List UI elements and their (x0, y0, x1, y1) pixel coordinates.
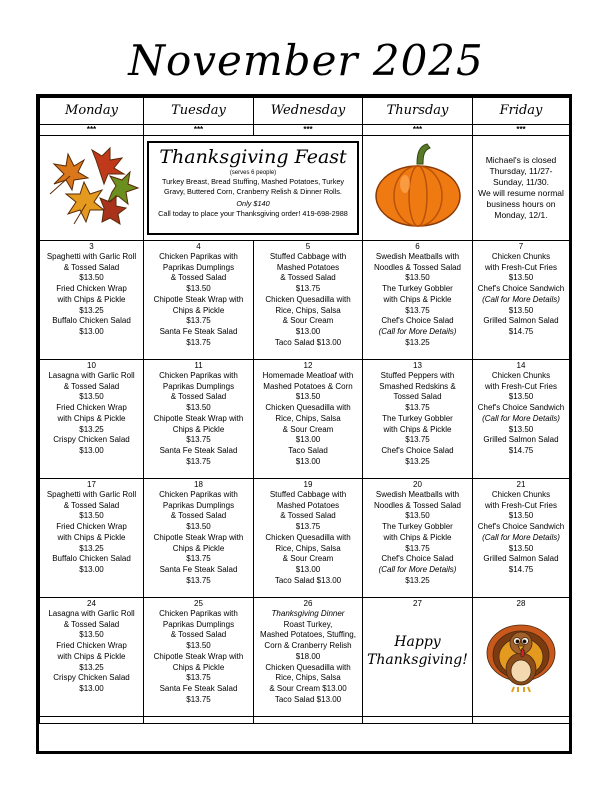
menu-line: Chicken Chunks (491, 252, 551, 261)
menu-line: Crispy Chicken Salad (53, 435, 130, 445)
menu-line: Chipotle Steak Wrap with (153, 413, 244, 423)
menu-line: & Tossed Salad (63, 381, 120, 391)
day-number: 27 (413, 599, 422, 608)
day-number: 7 (518, 242, 524, 251)
menu-line: Lasagna with Garlic Roll (48, 609, 135, 618)
menu-line: Mashed Potatoes (276, 262, 340, 272)
menu-line: Chef's Choice Salad (381, 316, 454, 326)
menu-line: Rice, Chips, Salsa (275, 543, 341, 553)
menu-line: Chicken Quesadilla with (265, 294, 351, 304)
autumn-leaves-icon (44, 146, 140, 226)
pumpkin-icon (373, 142, 463, 230)
day-cell (40, 241, 144, 360)
week-row (40, 241, 570, 360)
menu-line: $13.00 (295, 435, 321, 445)
menu-line: $13.75 (186, 694, 211, 704)
week-row (40, 598, 570, 717)
menu-line: Paprikas Dumplings (162, 262, 235, 272)
menu-line: $13.75 (186, 575, 211, 585)
menu-line: Chef's Choice Salad (381, 554, 454, 564)
menu-line: Swedish Meatballs with (375, 490, 460, 499)
menu-line: Grilled Salmon Salad (483, 316, 559, 326)
menu-line: Chicken Paprikas with (159, 252, 238, 261)
day-number: 3 (89, 242, 94, 251)
menu-line: Chicken Paprikas with (159, 609, 238, 618)
menu-line: $13.50 (186, 641, 211, 651)
footer-cell (363, 717, 473, 724)
day-number: 6 (415, 242, 420, 251)
day-number: 4 (196, 242, 201, 251)
menu-line: with Chips & Pickle (383, 532, 452, 542)
menu-line: $13.50 (186, 284, 211, 294)
menu-line: & Tossed Salad (170, 392, 227, 402)
menu-line: Chicken Paprikas with (159, 371, 238, 380)
menu-line: Chipotle Steak Wrap with (153, 532, 244, 542)
day-number: 21 (516, 480, 526, 489)
week-row (40, 360, 570, 479)
menu-line: Thanksgiving Dinner (271, 609, 345, 618)
menu-line: $13.50 (295, 392, 321, 402)
footer-cell (254, 717, 363, 724)
pumpkin-cell (363, 136, 473, 241)
feast-title: Thanksgiving Feast (159, 146, 347, 168)
menu-line: $13.75 (295, 522, 321, 532)
closed-note-line: Sunday, 11/30. (493, 177, 549, 187)
menu-line: Chipotle Steak Wrap with (153, 651, 244, 661)
menu-line: $13.25 (405, 575, 430, 585)
day-cell (363, 241, 473, 360)
week-row (40, 479, 570, 598)
day-number: 24 (87, 599, 96, 608)
weekday-friday: Friday (473, 98, 570, 125)
day-number: 13 (413, 361, 422, 370)
closed-note-line: Thursday, 11/27- (489, 166, 553, 176)
menu-line: with Chips & Pickle (57, 532, 126, 542)
closed-note-line: Michael's is closed (485, 155, 557, 165)
menu-line: (Call for More Details) (482, 532, 560, 542)
menu-line: with Chips & Pickle (383, 294, 452, 304)
menu-line: Chef's Choice Sandwich (477, 522, 565, 532)
menu-line: & Tossed Salad (280, 273, 336, 283)
menu-line: Santa Fe Steak Salad (159, 564, 238, 574)
thanksgiving-feast-cell (144, 136, 363, 241)
menu-line: $13.00 (79, 445, 104, 455)
menu-line: Mashed Potatoes, Stuffing, (260, 630, 356, 640)
menu-line: $13.75 (186, 337, 211, 347)
day-cell (254, 241, 363, 360)
menu-line: Chips & Pickle (172, 662, 225, 672)
happy-thanksgiving-text (363, 633, 472, 669)
menu-line: $13.00 (295, 456, 321, 466)
weekday-tuesday: Tuesday (144, 98, 254, 125)
menu-line: $13.50 (79, 273, 104, 283)
menu-line: $13.50 (79, 392, 104, 402)
menu-line: (Call for More Details) (378, 564, 457, 574)
menu-line: $13.75 (186, 456, 211, 466)
menu-line: $14.75 (508, 326, 534, 336)
menu-line: Spaghetti with Garlic Roll (46, 252, 137, 261)
menu-line: with Chips & Pickle (57, 294, 126, 304)
day-cell (40, 479, 144, 598)
menu-line: $13.75 (405, 403, 430, 413)
menu-line: & Sour Cream $13.00 (269, 683, 347, 693)
day-number: 11 (194, 361, 203, 370)
calendar-table (39, 97, 570, 724)
menu-line: $13.75 (186, 554, 211, 564)
day-cell (363, 598, 473, 717)
stars-row (40, 125, 570, 136)
day-number: 19 (303, 480, 313, 489)
day-cell (254, 360, 363, 479)
menu-line: Chef's Choice Sandwich (477, 403, 565, 413)
day-number: 14 (516, 361, 526, 370)
menu-line: The Turkey Gobbler (382, 413, 453, 423)
menu-line: Paprikas Dumplings (162, 381, 235, 391)
menu-line: $13.75 (405, 305, 430, 315)
menu-line: Homemade Meatloaf with (262, 371, 354, 380)
menu-line: $13.50 (508, 424, 534, 434)
menu-line: Tossed Salad (393, 392, 442, 402)
menu-line: $13.50 (508, 305, 534, 315)
weekday-header-row (40, 98, 570, 125)
stars-mon: *** (40, 125, 144, 136)
menu-line: $13.50 (405, 273, 430, 283)
menu-line: Rice, Chips, Salsa (275, 305, 341, 315)
menu-line: $13.50 (508, 511, 534, 521)
menu-line: The Turkey Gobbler (382, 284, 453, 294)
menu-line: $13.25 (79, 662, 104, 672)
menu-line: The Turkey Gobbler (382, 522, 453, 532)
menu-line: & Tossed Salad (170, 273, 227, 283)
menu-line: Paprikas Dumplings (162, 619, 235, 629)
closed-note-line: business hours on (486, 199, 556, 209)
happy-line: Thanksgiving! (367, 652, 468, 668)
feature-row (40, 136, 570, 241)
menu-line: & Tossed Salad (280, 511, 336, 521)
menu-line: Fried Chicken Wrap (56, 403, 127, 413)
menu-line: (Call for More Details) (482, 413, 560, 423)
menu-line: & Tossed Salad (170, 630, 227, 640)
day-cell (254, 598, 363, 717)
day-number: 10 (87, 361, 96, 370)
menu-line: Chef's Choice Sandwich (477, 284, 565, 294)
menu-line: Fried Chicken Wrap (56, 641, 127, 651)
feast-menu: Turkey Breast, Bread Stuffing, Mashed Potatoes, Turkey Gravy, Buttered Corn, Cranberry Relish & Dinner Rolls. (161, 177, 345, 196)
menu-line: Rice, Chips, Salsa (275, 413, 341, 423)
menu-line: (Call for More Details) (378, 326, 457, 336)
menu-line: Fried Chicken Wrap (56, 522, 127, 532)
turkey-illustration (473, 615, 569, 697)
menu-line: with Fresh-Cut Fries (484, 262, 557, 272)
menu-line: Buffalo Chicken Salad (52, 316, 131, 326)
menu-line: $13.50 (186, 403, 211, 413)
closed-note-line: We will resume normal (478, 188, 564, 198)
menu-line: $13.25 (79, 305, 104, 315)
day-number: 5 (305, 242, 311, 251)
menu-line: Swedish Meatballs with (375, 252, 460, 261)
day-cell (40, 598, 144, 717)
menu-line: & Sour Cream (282, 316, 334, 326)
day-cell (254, 479, 363, 598)
day-number: 20 (413, 480, 422, 489)
menu-line: Noodles & Tossed Salad (373, 500, 462, 510)
menu-line: Santa Fe Steak Salad (159, 326, 238, 336)
day-cell (363, 479, 473, 598)
day-cell (144, 360, 254, 479)
menu-line: $13.50 (508, 273, 534, 283)
footer-cell (473, 717, 570, 724)
menu-line: $13.00 (295, 564, 321, 574)
menu-line: $13.25 (79, 543, 104, 553)
menu-line: $13.00 (79, 683, 104, 693)
day-cell (144, 598, 254, 717)
day-cell (473, 598, 570, 717)
day-number: 26 (303, 599, 313, 608)
menu-line: $13.75 (405, 543, 430, 553)
menu-line: & Sour Cream (282, 424, 334, 434)
menu-line: Mashed Potatoes & Corn (263, 381, 353, 391)
menu-line: Stuffed Peppers with (380, 371, 455, 380)
menu-line: Stuffed Cabbage with (269, 252, 347, 261)
menu-line: $13.75 (405, 435, 430, 445)
stars-wed: *** (254, 125, 363, 136)
menu-line: Chips & Pickle (172, 543, 225, 553)
menu-line: Taco Salad $13.00 (274, 694, 342, 704)
menu-line: $13.25 (405, 456, 430, 466)
menu-line: Chicken Paprikas with (159, 490, 238, 499)
menu-line: Santa Fe Steak Salad (159, 683, 238, 693)
happy-line: Happy (394, 634, 441, 650)
menu-line: Stuffed Cabbage with (269, 490, 347, 499)
day-cell (473, 360, 570, 479)
menu-line: & Tossed Salad (63, 500, 120, 510)
menu-line: with Chips & Pickle (57, 651, 126, 661)
menu-line: with Chips & Pickle (383, 424, 452, 434)
menu-line: Noodles & Tossed Salad (373, 262, 462, 272)
weekday-monday: Monday (40, 98, 144, 125)
day-number: 12 (303, 361, 313, 370)
menu-line: $13.00 (79, 326, 104, 336)
menu-line: Chipotle Steak Wrap with (153, 294, 244, 304)
day-number: 18 (194, 480, 203, 489)
day-cell (473, 241, 570, 360)
menu-line: Chef's Choice Salad (381, 445, 454, 455)
menu-line: Crispy Chicken Salad (53, 673, 130, 683)
menu-line: $14.75 (508, 445, 534, 455)
weeks-body (40, 241, 570, 717)
menu-line: & Tossed Salad (63, 262, 120, 272)
menu-line: Grilled Salmon Salad (483, 554, 559, 564)
menu-line: Chicken Chunks (491, 371, 551, 380)
menu-line: $13.50 (508, 543, 534, 553)
menu-line: Santa Fe Steak Salad (159, 445, 238, 455)
menu-line: $13.50 (508, 392, 534, 402)
day-cell (473, 479, 570, 598)
menu-line: $13.75 (186, 673, 211, 683)
day-number: 25 (194, 599, 203, 608)
menu-line: with Fresh-Cut Fries (484, 381, 557, 391)
menu-line: Fried Chicken Wrap (56, 284, 127, 294)
day-cell (40, 360, 144, 479)
day-number: 28 (516, 599, 526, 608)
menu-line: $13.50 (79, 630, 104, 640)
menu-line: & Tossed Salad (63, 619, 120, 629)
day-cell (144, 241, 254, 360)
calendar (36, 94, 572, 754)
feast-call: Call today to place your Thanksgiving order! 419-698-2988 (158, 209, 348, 218)
closed-note-line: Monday, 12/1. (494, 210, 548, 220)
menu-line: Chips & Pickle (172, 305, 225, 315)
menu-line: Taco Salad $13.00 (274, 575, 342, 585)
stars-fri: *** (473, 125, 570, 136)
page-title: November 2025 (128, 36, 484, 85)
feast-serves: (serves 6 people) (229, 170, 277, 176)
menu-line: Corn & Cranberry Relish (264, 641, 352, 651)
stars-tue: *** (144, 125, 254, 136)
closed-note-cell (473, 136, 570, 241)
menu-line: $13.00 (295, 326, 321, 336)
menu-line: with Chips & Pickle (57, 413, 126, 423)
turkey-icon (484, 615, 558, 693)
menu-line: Taco Salad (288, 445, 328, 455)
menu-line: & Sour Cream (282, 554, 334, 564)
menu-line: $13.75 (186, 435, 211, 445)
menu-line: with Fresh-Cut Fries (484, 500, 557, 510)
menu-line: $13.25 (405, 337, 430, 347)
menu-line: Grilled Salmon Salad (483, 435, 559, 445)
weekday-thursday: Thursday (363, 98, 473, 125)
weekday-wednesday: Wednesday (254, 98, 363, 125)
day-number: 17 (87, 480, 96, 489)
menu-line: Paprikas Dumplings (162, 500, 235, 510)
menu-line: $14.75 (508, 564, 534, 574)
menu-line: Spaghetti with Garlic Roll (46, 490, 137, 499)
menu-line: (Call for More Details) (482, 294, 560, 304)
footer-row (40, 717, 570, 724)
menu-line: Roast Turkey, (283, 619, 333, 629)
day-cell (363, 360, 473, 479)
menu-line: $13.00 (79, 564, 104, 574)
menu-line: Buffalo Chicken Salad (52, 554, 131, 564)
menu-line: Chicken Quesadilla with (265, 532, 351, 542)
day-cell (144, 479, 254, 598)
stars-thu: *** (363, 125, 473, 136)
autumn-leaves-cell (40, 136, 144, 241)
menu-line: Chips & Pickle (172, 424, 225, 434)
menu-line: $13.25 (79, 424, 104, 434)
menu-line: $13.50 (405, 511, 430, 521)
menu-line: & Tossed Salad (170, 511, 227, 521)
menu-line: $13.75 (295, 284, 321, 294)
menu-line: $13.50 (79, 511, 104, 521)
menu-line: Rice, Chips, Salsa (275, 673, 341, 683)
menu-line: Smashed Redskins & (379, 381, 456, 391)
footer-cell (40, 717, 144, 724)
menu-line: Taco Salad $13.00 (274, 337, 342, 347)
menu-line: Mashed Potatoes (276, 500, 340, 510)
menu-line: Chicken Chunks (491, 490, 551, 499)
menu-line: $13.50 (186, 522, 211, 532)
menu-line: Lasagna with Garlic Roll (48, 371, 135, 380)
footer-cell (144, 717, 254, 724)
menu-line: $13.75 (186, 316, 211, 326)
thanksgiving-feast-box (147, 141, 359, 235)
menu-line: Chicken Quesadilla with (265, 662, 351, 672)
feast-price: Only $140 (236, 199, 270, 208)
menu-line: Chicken Quesadilla with (265, 403, 351, 413)
menu-line: $18.00 (295, 651, 321, 661)
